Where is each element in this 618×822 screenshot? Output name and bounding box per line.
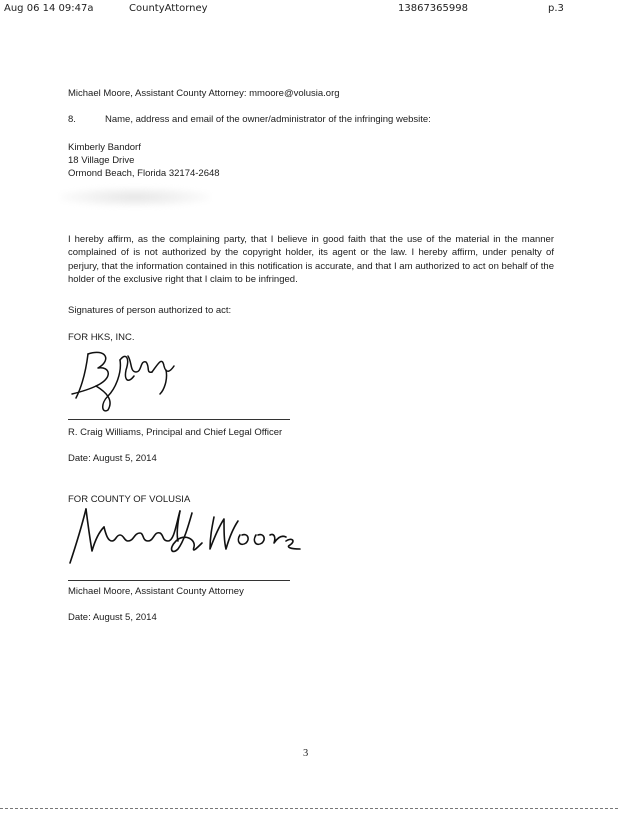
scan-bottom-edge	[0, 808, 618, 810]
signature-line-1	[68, 419, 290, 420]
fax-sender: CountyAttorney	[129, 3, 208, 14]
item-8-text: Name, address and email of the owner/administrator of the infringing website:	[105, 114, 431, 125]
affirmation-paragraph: I hereby affirm, as the complaining party, that I believe in good faith that the use of the material in the manner complained of is not authorized by the copyright holder, its agent or the law. I hereby affirm, under penalty of perjury, that the information contained in this notification is accurate, and that I am authorized to act on behalf of the holder of the exclusive right that I claim to be infringed.	[68, 234, 554, 286]
fax-page: p.3	[548, 3, 564, 14]
signer1-date: Date: August 5, 2014	[68, 453, 157, 464]
contact-line: Michael Moore, Assistant County Attorney: mmoore@volusia.org	[68, 88, 340, 99]
signature-line-2	[68, 580, 290, 581]
signer1-org: FOR HKS, INC.	[68, 332, 135, 343]
signatures-heading: Signatures of person authorized to act:	[68, 305, 232, 316]
signer2-org: FOR COUNTY OF VOLUSIA	[68, 494, 191, 505]
signer2-date: Date: August 5, 2014	[68, 612, 157, 623]
signature-michael-a-moore	[64, 505, 304, 567]
redacted-email-area	[60, 187, 210, 207]
owner-street: 18 Village Drive	[68, 155, 135, 166]
fax-timestamp: Aug 06 14 09:47a	[4, 3, 94, 14]
signature-r-craig-williams	[66, 342, 186, 414]
owner-name: Kimberly Bandorf	[68, 142, 141, 153]
signer1-name-title: R. Craig Williams, Principal and Chief Legal Officer	[68, 427, 283, 438]
signer2-name-title: Michael Moore, Assistant County Attorney	[68, 586, 244, 597]
page-number: 3	[303, 748, 309, 759]
item-8-number: 8.	[68, 114, 76, 125]
fax-phone: 13867365998	[398, 3, 468, 14]
owner-city: Ormond Beach, Florida 32174-2648	[68, 168, 220, 179]
